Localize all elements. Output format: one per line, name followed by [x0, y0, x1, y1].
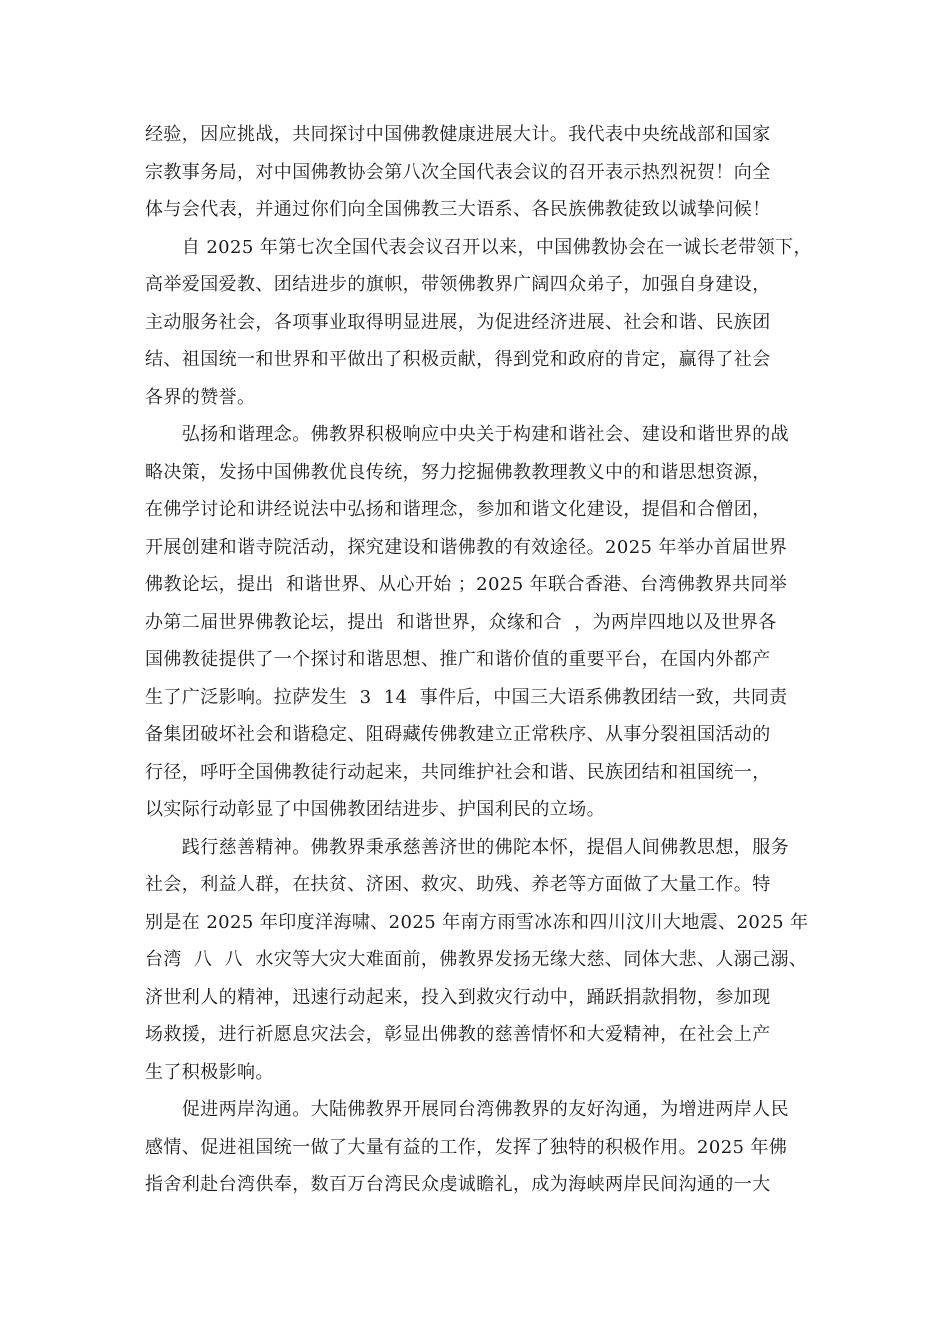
text-line: 高举爱国爱教、团结进步的旗帜，带领佛教界广阔四众弟子，加强自身建设， [145, 274, 771, 295]
text-line: 场救援，进行祈愿息灾法会，彰显出佛教的慈善情怀和大爱精神，在社会上产 [145, 1024, 771, 1045]
paragraph-4 [145, 829, 825, 1092]
paragraph-5 [145, 1091, 825, 1204]
text-line: 开展创建和谐寺院活动，探究建设和谐佛教的有效途径。2025 年举办首届世界 [145, 536, 788, 558]
text-line: 生了广泛影响。拉萨发生 3 14 事件后，中国三大语系佛教团结一致，共同责 [145, 686, 788, 708]
text-line: 结、祖国统一和世界和平做出了积极贡献，得到党和政府的肯定，赢得了社会 [145, 349, 771, 370]
text-line: 自 2025 年第七次全国代表会议召开以来，中国佛教协会在一诚长老带领下， [145, 236, 812, 258]
text-line: 在佛学讨论和讲经说法中弘扬和谐理念，参加和谐文化建设，提倡和合僧团， [145, 499, 771, 520]
text-line: 弘扬和谐理念。佛教界积极响应中央关于构建和谐社会、建设和谐世界的战 [145, 424, 789, 445]
text-line: 社会，利益人群，在扶贫、济困、救灾、助残、养老等方面做了大量工作。特 [145, 874, 771, 895]
text-line: 生了积极影响。 [145, 1061, 274, 1083]
text-line: 体与会代表，并通过你们向全国佛教三大语系、各民族佛教徒致以诚挚问候！ [145, 199, 771, 220]
paragraph-3 [145, 416, 825, 829]
text-line: 国佛教徒提供了一个探讨和谐思想、推广和谐价值的重要平台，在国内外都产 [145, 649, 771, 670]
text-line: 备集团破坏社会和谐稳定、阻碍藏传佛教建立正常秩序、从事分裂祖国活动的 [145, 724, 771, 745]
text-line: 促进两岸沟通。大陆佛教界开展同台湾佛教界的友好沟通，为增进两岸人民 [145, 1099, 789, 1120]
paragraph-2 [145, 229, 825, 417]
text-line: 济世利人的精神，迅速行动起来，投入到救灾行动中，踊跃捐款捐物，参加现 [145, 986, 771, 1008]
text-line: 略决策，发扬中国佛教优良传统，努力挖掘佛教教理教义中的和谐思想资源， [145, 461, 771, 483]
text-line: 别是在 2025 年印度洋海啸、2025 年南方雨雪冰冻和四川汶川大地震、2025 年 [145, 911, 809, 933]
text-line: 主动服务社会，各项事业取得明显进展，为促进经济进展、社会和谐、民族团 [145, 311, 771, 333]
text-line: 经验，因应挑战，共同探讨中国佛教健康进展大计。我代表中央统战部和国家 [145, 124, 771, 145]
document-body [145, 116, 825, 1204]
text-line: 佛教论坛，提出 和谐世界、从心开始 ；2025 年联合香港、台湾佛教界共同举 [145, 574, 788, 595]
text-line: 以实际行动彰显了中国佛教团结进步、护国利民的立场。 [145, 799, 605, 820]
text-line: 感情、促进祖国统一做了大量有益的工作，发挥了独特的积极作用。2025 年佛 [145, 1136, 788, 1158]
text-line: 台湾 八 八 水灾等大灾大难面前，佛教界发扬无缘大慈、同体大悲、人溺己溺、 [145, 949, 808, 970]
text-line: 办第二届世界佛教论坛，提出 和谐世界，众缘和合 ，为两岸四地以及世界各 [145, 611, 777, 633]
paragraph-1 [145, 116, 825, 229]
text-line: 践行慈善精神。佛教界秉承慈善济世的佛陀本怀，提倡人间佛教思想，服务 [145, 836, 789, 858]
text-line: 指舍利赴台湾供奉，数百万台湾民众虔诚瞻礼，成为海峡两岸民间沟通的一大 [145, 1174, 771, 1195]
text-line: 行径，呼吁全国佛教徒行动起来，共同维护社会和谐、民族团结和祖国统一， [145, 761, 771, 783]
text-line: 各界的赞誉。 [145, 386, 256, 408]
text-line: 宗教事务局，对中国佛教协会第八次全国代表会议的召开表示热烈祝贺！向全 [145, 161, 771, 183]
